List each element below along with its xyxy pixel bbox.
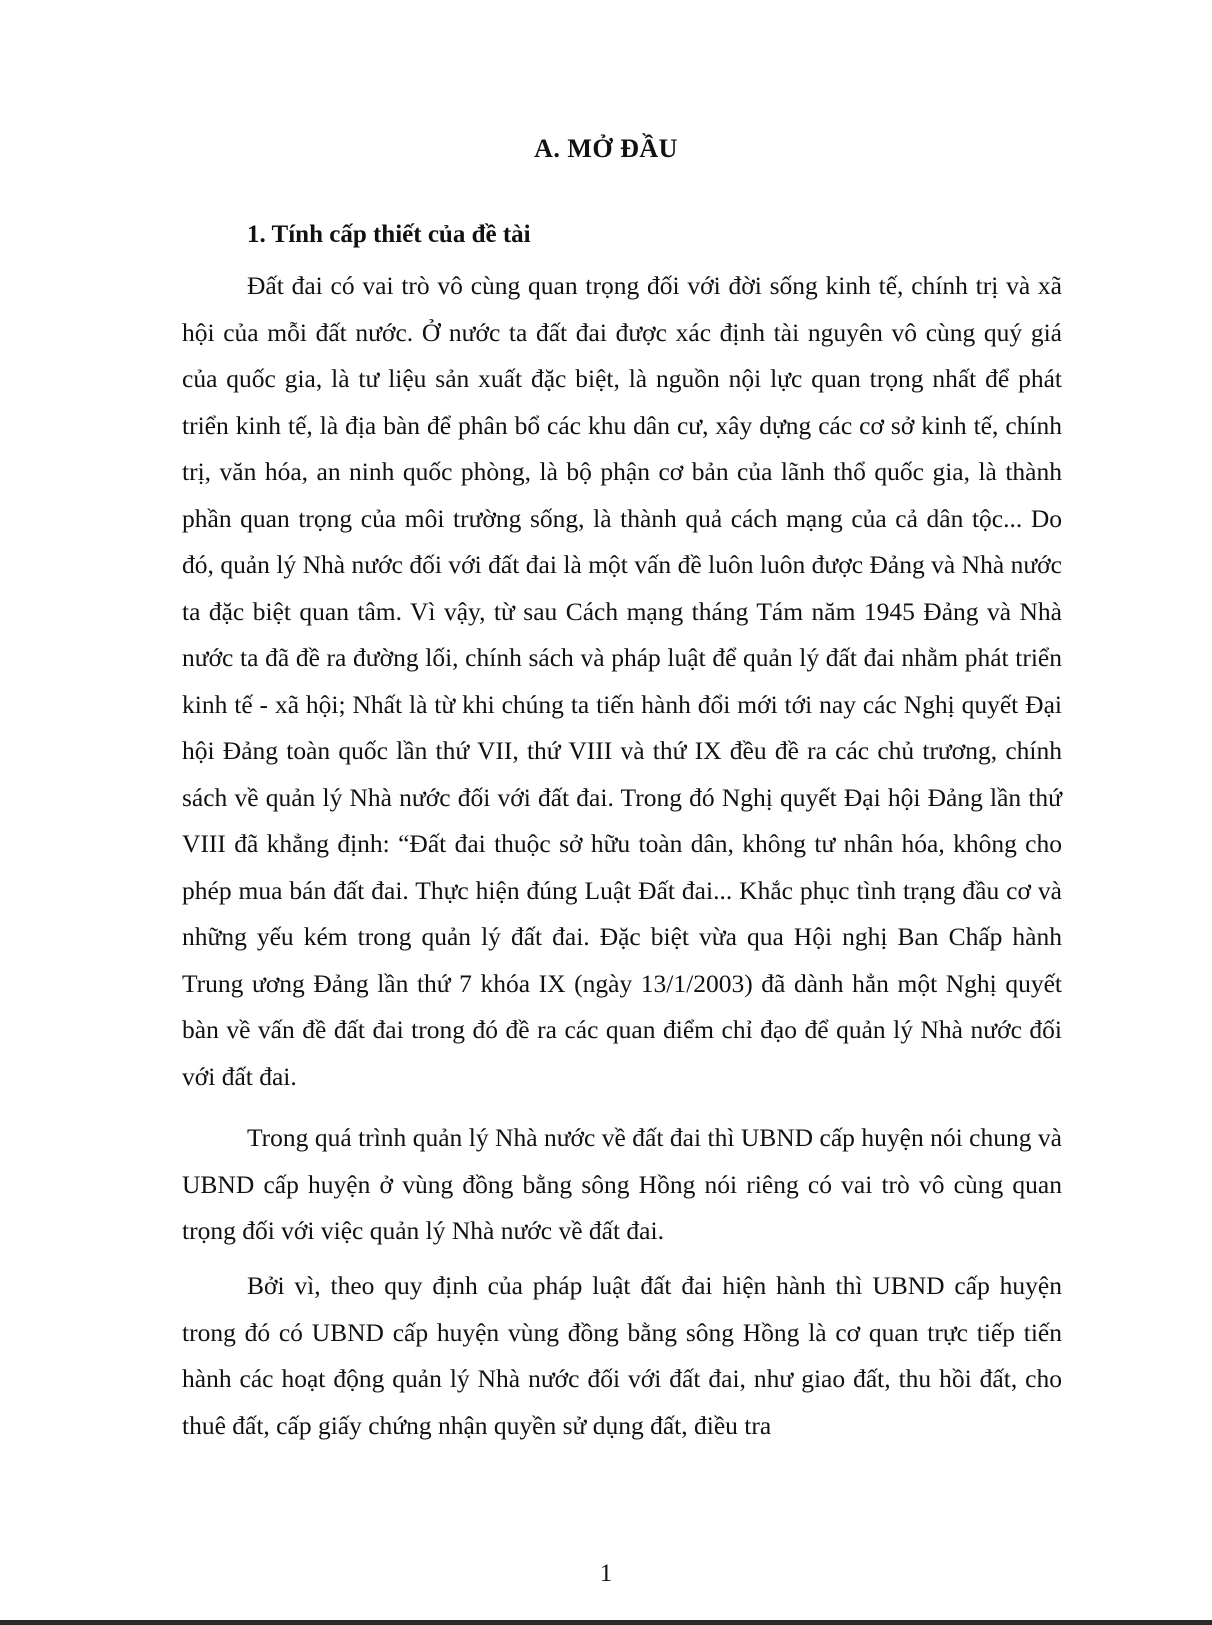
paragraph-3: Bởi vì, theo quy định của pháp luật đất đai hiện hành thì UBND cấp huyện trong đó có UBND cấp huyện vùng đồng bằng sông Hồng là cơ quan trực tiếp tiến hành các hoạt động quản lý Nhà nước đối với đất đai, như giao đất, thu hồi đất, cho thuê đất, cấp giấy chứng nhận quyền sử dụng đất, điều tra	[182, 1271, 1062, 1440]
page-title: A. MỞ ĐẦU	[534, 134, 678, 163]
scan-edge-divider	[0, 1620, 1212, 1625]
page-number: 1	[599, 1560, 613, 1587]
paragraph-2: Trong quá trình quản lý Nhà nước về đất đai thì UBND cấp huyện nói chung và UBND cấp huyện ở vùng đồng bằng sông Hồng nói riêng có vai trò vô cùng quan trọng đối với việc quản lý Nhà nước về đất đai.	[182, 1123, 1062, 1245]
paragraph-1: Đất đai có vai trò vô cùng quan trọng đối với đời sống kinh tế, chính trị và xã hội của mỗi đất nước. Ở nước ta đất đai được xác định tài nguyên vô cùng quý giá của quốc gia, là tư liệu sản xuất đặc biệt, là nguồn nội lực quan trọng nhất để phát triển kinh tế, là địa bàn để phân bổ các khu dân cư, xây dựng các cơ sở kinh tế, chính trị, văn hóa, an ninh quốc phòng, là bộ phận cơ bản của lãnh thổ quốc gia, là thành phần quan trọng của môi trường sống, là thành quả cách mạng của cả dân tộc... Do đó, quản lý Nhà nước đối với đất đai là một vấn đề luôn luôn được Đảng và Nhà nước ta đặc biệt quan tâm. Vì vậy, từ sau Cách mạng tháng Tám năm 1945 Đảng và Nhà nước ta đã đề ra đường lối, chính sách và pháp luật để quản lý đất đai nhằm phát triển kinh tế - xã hội; Nhất là từ khi chúng ta tiến hành đổi mới tới nay các Nghị quyết Đại hội Đảng toàn quốc lần thứ VII, thứ VIII và thứ IX đều đề ra các chủ trương, chính sách về quản lý Nhà nước đối với đất đai. Trong đó Nghị quyết Đại hội Đảng lần thứ VIII đã khẳng định: “Đất đai thuộc sở hữu toàn dân, không tư nhân hóa, không cho phép mua bán đất đai. Thực hiện đúng Luật Đất đai... Khắc phục tình trạng đầu cơ và những yếu kém trong quản lý đất đai. Đặc biệt vừa qua Hội nghị Ban Chấp hành Trung ương Đảng lần thứ 7 khóa IX (ngày 13/1/2003) đã dành hẳn một Nghị quyết bàn về vấn đề đất đai trong đó đề ra các quan điểm chỉ đạo để quản lý Nhà nước đối với đất đai.	[182, 271, 1062, 1091]
section-heading: 1. Tính cấp thiết của đề tài	[247, 221, 531, 248]
